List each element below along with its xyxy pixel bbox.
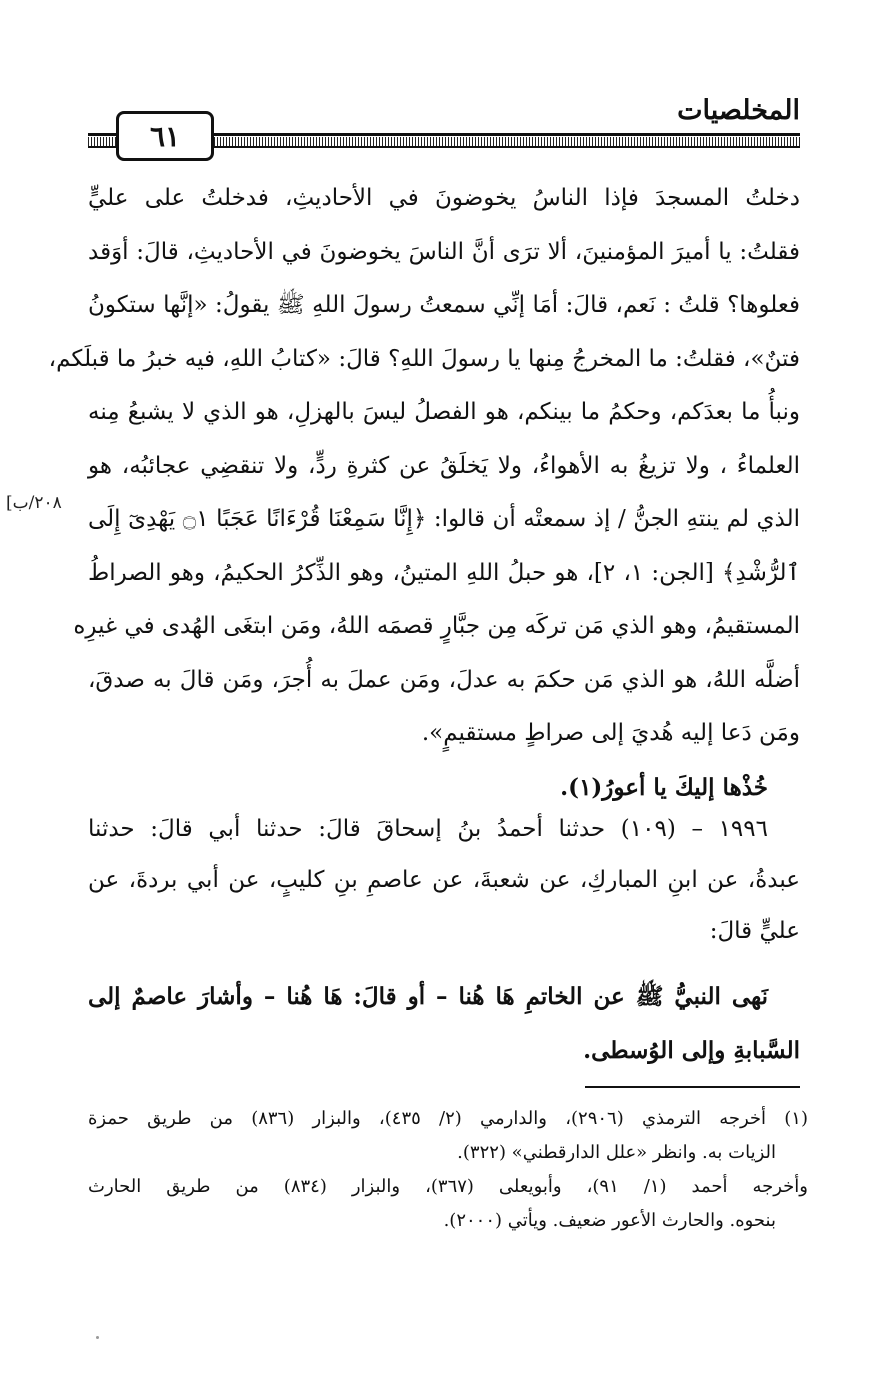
running-title: المخلصيات bbox=[677, 95, 800, 126]
passage-line: ونبأُ ما بعدَكم، وحكمُ ما بينكم، هو الفصلُ ليسَ بالهزلِ، هو الذي لا يشبعُ مِنه bbox=[88, 399, 800, 425]
passage-line: المستقيمُ، وهو الذي مَن تركَه مِن جبَّارٍ قصمَه اللهُ، ومَن ابتغَى الهُدى في غيرِه bbox=[73, 613, 800, 639]
footnotes bbox=[88, 1102, 808, 1238]
passage-line: ٱلرُّشْدِ﴾ [الجن: ١، ٢]، هو حبلُ اللهِ المتينُ، وهو الذِّكرُ الحكيمُ، وهو الصراطُ bbox=[88, 559, 801, 586]
hadith-1996-isnad bbox=[88, 804, 800, 957]
hadith-1996-matn bbox=[88, 970, 800, 1078]
page-header bbox=[88, 95, 800, 165]
footnote-line: وأخرجه أحمد (١/ ٩١)، وأبويعلى (٣٦٧)، والبزار (٨٣٤) من طريق الحارث bbox=[88, 1176, 808, 1197]
passage-line: الذي لم ينتهِ الجنُّ / إذ سمعتْه أن قالوا: ﴿إِنَّا سَمِعْنَا قُرْءَانًا عَجَبًا ۝١ يَهْدِىٓ إِلَى bbox=[88, 506, 800, 532]
footnote-line: بنحوه. والحارث الأعور ضعيف. ويأتي (٢٠٠٠). bbox=[443, 1210, 776, 1231]
isnad-line: عبدةُ، عن ابنِ المباركِ، عن شعبةَ، عن عاصمِ بنِ كليبٍ، عن أبي بردةَ، عن bbox=[88, 867, 800, 893]
narration-passage bbox=[48, 172, 801, 814]
passage-line: ومَن دَعا إليه هُديَ إلى صراطٍ مستقيمٍ». bbox=[421, 720, 800, 746]
passage-line: دخلتُ المسجدَ فإذا الناسُ يخوضونَ في الأحاديثِ، فدخلتُ على عليٍّ bbox=[88, 185, 800, 211]
footnote-line: الزيات به. وانظر «علل الدارقطني» (٣٢٢). bbox=[457, 1142, 776, 1163]
passage-line: فتنٌ»، فقلتُ: ما المخرجُ مِنها يا رسولَ اللهِ؟ قالَ: «كتابُ اللهِ، فيه خبرُ ما قبلَكم، bbox=[48, 345, 800, 372]
passage-line: أضلَّه اللهُ، هو الذي مَن حكمَ به عدلَ، ومَن عملَ به أُجرَ، ومَن قالَ به صدقَ، bbox=[88, 666, 800, 693]
passage-closing-line: خُذْها إليكَ يا أعورُ(١). bbox=[560, 773, 768, 801]
scan-speck bbox=[96, 1336, 99, 1339]
passage-line: فقلتُ: يا أميرَ المؤمنينَ، ألا ترَى أنَّ الناسَ يخوضونَ في الأحاديثِ، قالَ: أوَقد bbox=[88, 238, 800, 265]
isnad-line: ١٩٩٦ – (١٠٩) حدثنا أحمدُ بنُ إسحاقَ قالَ: حدثنا أبي قالَ: حدثنا bbox=[88, 816, 768, 842]
page-number: ٦١ bbox=[116, 111, 214, 161]
passage-line: فعلوها؟ قلتُ : نَعم، قالَ: أمَا إنِّي سمعتُ رسولَ اللهِ ﷺ يقولُ: «إنَّها ستكونُ bbox=[88, 292, 800, 318]
matn-line: نَهى النبيُّ ﷺ عن الخاتمِ هَا هُنا – أو قالَ: هَا هُنا – وأشارَ عاصمٌ إلى bbox=[88, 983, 768, 1010]
isnad-line: عليٍّ قالَ: bbox=[709, 918, 800, 944]
footnote-line: (١) أخرجه الترمذي (٢٩٠٦)، والدارمي (٢/ ٤٣٥)، والبزار (٨٣٦) من طريق حمزة bbox=[88, 1108, 808, 1129]
passage-line: العلماءُ ، ولا تزيغُ به الأهواءُ، ولا يَخلَقُ عن كثرةِ ردٍّ، ولا تنقضِي عجائبُه، هو bbox=[88, 452, 800, 479]
footnote-separator bbox=[585, 1086, 800, 1088]
manuscript-folio-ref: [٢٠٨/ب bbox=[6, 493, 62, 513]
matn-line: السَّبابةِ وإلى الوُسطى. bbox=[583, 1037, 800, 1064]
